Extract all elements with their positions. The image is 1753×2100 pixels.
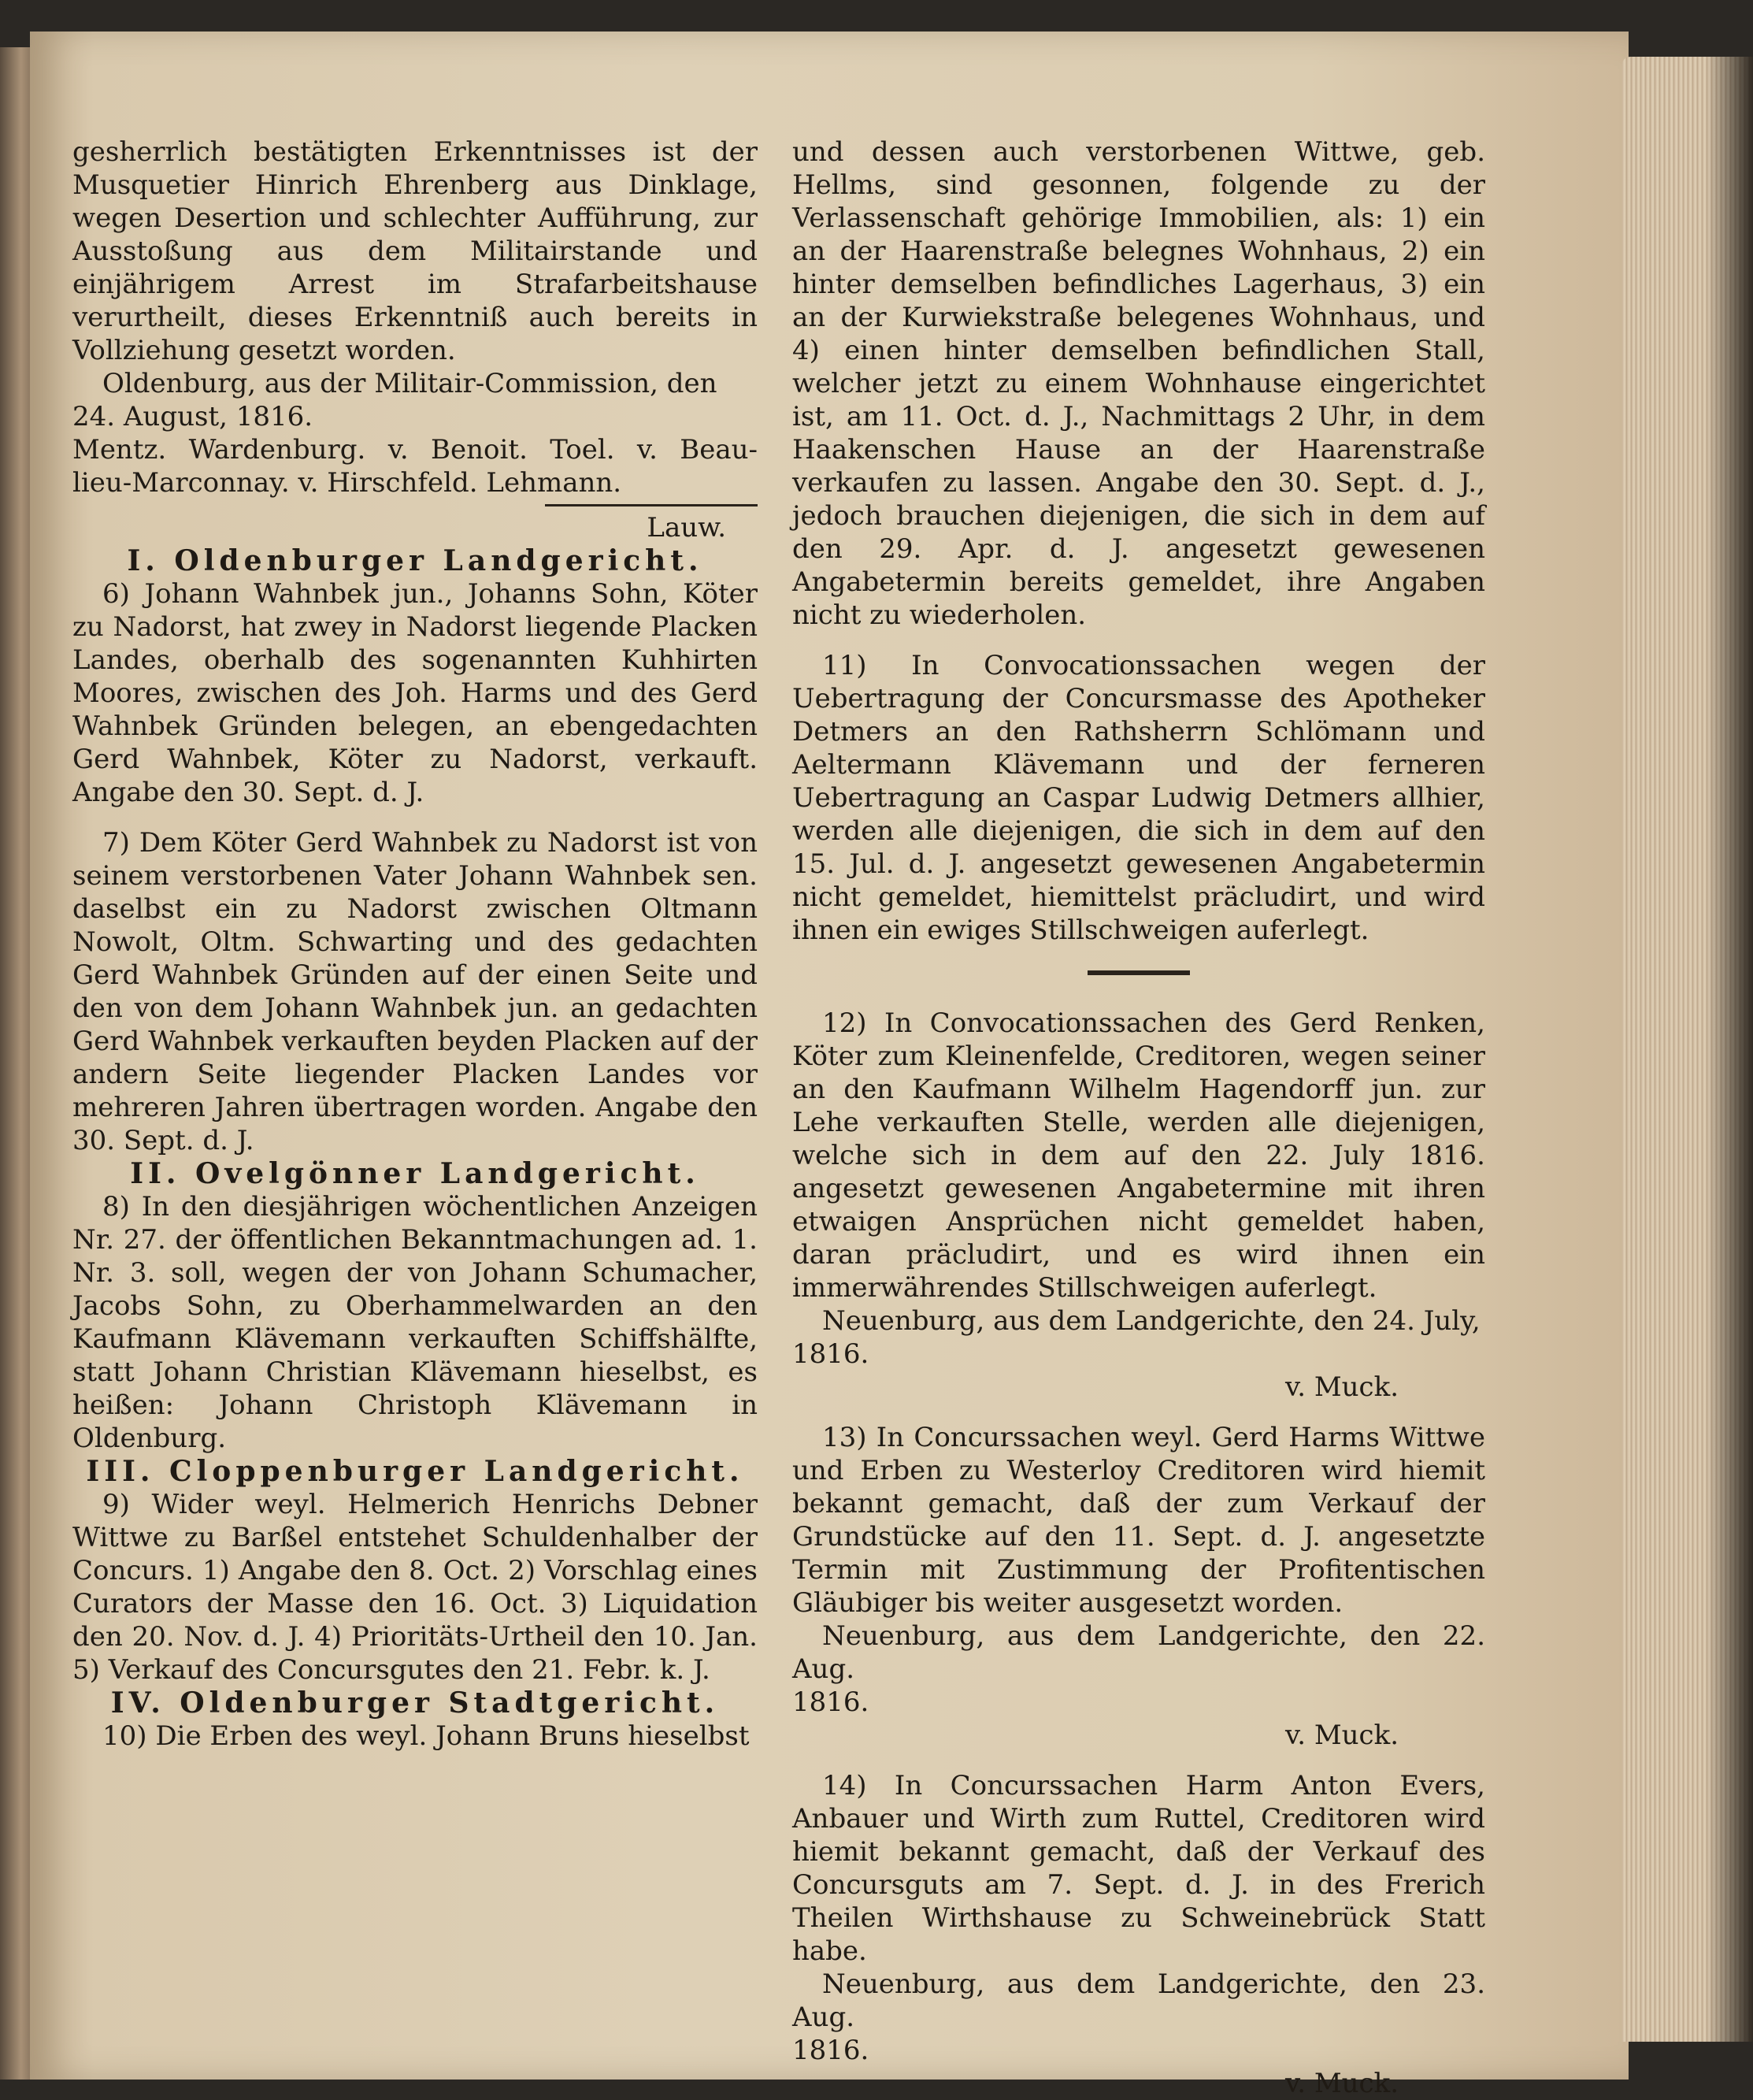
judge-signature: v. Muck. <box>1285 1371 1399 1403</box>
date-line: Neuenburg, aus dem Landgerichte, den 22. Aug. <box>792 1620 1485 1685</box>
signers-line: lieu-Marconnay. v. Hirschfeld. Lehmann. <box>72 467 622 499</box>
date-line-year: 1816. <box>792 1338 869 1370</box>
section-heading: III. Cloppenburger Landgericht. <box>86 1455 744 1488</box>
spacer <box>792 1404 1485 1421</box>
right-column <box>792 135 1485 2100</box>
section-heading: I. Oldenburger Landgericht. <box>127 544 703 577</box>
date-line-year: 1816. <box>792 2035 869 2066</box>
spacer <box>792 632 1485 649</box>
paragraph-9: 9) Wider weyl. Helmerich Henrichs Debner Wittwe zu Barßel entstehet Schuldenhalber der Concurs. 1) Angabe den 8. Oct. 2) Vorschlag eines Curators der Masse den 16. Oct. 3) Liquidation den 20. Nov. d. J. 4) Prioritäts-Urtheil den 10. Jan. 5) Verkauf des Concursgutes den 21. Febr. k. J. <box>72 1489 758 1686</box>
signer-final: Lauw. <box>647 512 726 544</box>
date-line: Oldenburg, aus der Militair-Commission, den <box>102 368 717 399</box>
paragraph-7: 7) Dem Köter Gerd Wahnbek zu Nadorst ist von seinem verstorbenen Vater Johann Wahnbek sen. daselbst ein zu Nadorst zwischen Oltmann Nowolt, Oltm. Schwarting und des gedachten Gerd Wahnbek Gründen auf der einen Seite und den von dem Johann Wahnbek jun. an gedachten Gerd Wahnbek verkauften beyden Placken auf der andern Seite liegender Placken Landes vor mehreren Jahren übertragen worden. Angabe den 30. Sept. d. J. <box>72 827 758 1156</box>
spacer <box>72 809 758 826</box>
date-line: Neuenburg, aus dem Landgerichte, den 23. Aug. <box>792 1968 1485 2033</box>
paragraph-11: 11) In Convocationssachen wegen der Uebertragung der Concursmasse des Apotheker Detmers an den Rathsherrn Schlömann und Aeltermann Klävemann und der ferneren Uebertragung an Caspar Ludwig Detmers allhier, werden alle diejenigen, die sich in dem auf den 15. Jul. d. J. angesetzt gewesenen Angabetermin nicht gemeldet, hiemittelst präcludirt, und wird ihnen ein ewiges Stillschweigen auferlegt. <box>792 650 1485 946</box>
signers-line: Mentz. Wardenburg. v. Benoit. Toel. v. Beau- <box>72 434 758 466</box>
judge-signature: v. Muck. <box>1285 1720 1399 1751</box>
paragraph-intro: gesherrlich bestätigten Erkenntnisses ist der Musquetier Hinrich Ehrenberg aus Dinklage, wegen Desertion und schlechter Aufführung, zur Ausstoßung aus dem Militairstande und einjährigem Arrest im Strafarbeitshause verurtheilt, dieses Erkenntniß auch bereits in Vollziehung gesetzt worden. <box>72 136 758 366</box>
section-heading: II. Ovelgönner Landgericht. <box>130 1157 700 1190</box>
spacer <box>792 1752 1485 1769</box>
paragraph-12: 12) In Convocationssachen des Gerd Renken, Köter zum Kleinenfelde, Creditoren, wegen seiner an den Kaufmann Wilhelm Hagendorff jun. zur Lehe verkauften Stelle, werden alle diejenigen, welche sich in dem auf den 22. July 1816. angesetzt gewesenen Angabetermine mit ihren etwaigen Ansprüchen nicht gemeldet haben, daran präcludirt, und es wird ihnen ein immerwährendes Stillschweigen auferlegt. <box>792 1007 1485 1304</box>
section-divider <box>1088 970 1190 975</box>
paragraph-13: 13) In Concurssachen weyl. Gerd Harms Wittwe und Erben zu Westerloy Creditoren wird hiemit bekannt gemacht, daß der zum Verkauf der Grundstücke auf den 11. Sept. d. J. angesetzte Termin mit Zustimmung der Profitentischen Gläubiger bis weiter ausgesetzt worden. <box>792 1422 1485 1619</box>
left-column <box>72 135 758 1753</box>
section-heading: IV. Oldenburger Stadtgericht. <box>110 1686 720 1720</box>
date-line-year: 24. August, 1816. <box>72 401 313 432</box>
paragraph-8: 8) In den diesjährigen wöchentlichen Anzeigen Nr. 27. der öffentlichen Bekanntmachungen ad. 1. Nr. 3. soll, wegen der von Johann Schumacher, Jacobs Sohn, zu Oberhammelwarden an den Kaufmann Klävemann verkauften Schiffshälfte, statt Johann Christian Klävemann hieselbst, es heißen: Johann Christoph Klävemann in Oldenburg. <box>72 1191 758 1454</box>
paragraph-10-continued: und dessen auch verstorbenen Wittwe, geb. Hellms, sind gesonnen, folgende zu der Verlassenschaft gehörige Immobilien, als: 1) ein an der Haarenstraße belegnes Wohnhaus, 2) ein hinter demselben befindliches Lagerhaus, 3) ein an der Kurwiekstraße belegenes Wohnhaus, und 4) einen hinter demselben befindlichen Stall, welcher jetzt zu einem Wohnhause eingerichtet ist, am 11. Oct. d. J., Nachmittags 2 Uhr, in dem Haakenschen Hause an der Haarenstraße verkaufen zu lassen. Angabe den 30. Sept. d. J., jedoch brauchen diejenigen, die sich in dem auf den 29. Apr. d. J. angesetzt gewesenen Angabetermin bereits gemeldet, ihre Angaben nicht zu wiederholen. <box>792 136 1485 631</box>
signature-rule <box>545 504 758 506</box>
left-page-edge <box>0 47 30 2080</box>
judge-signature: v. Muck. <box>1285 2068 1399 2099</box>
paragraph-10-start: 10) Die Erben des weyl. Johann Bruns hieselbst <box>102 1720 750 1752</box>
date-line: Neuenburg, aus dem Landgerichte, den 24. July, <box>822 1305 1481 1337</box>
date-line-year: 1816. <box>792 1686 869 1718</box>
paragraph-6: 6) Johann Wahnbek jun., Johanns Sohn, Köter zu Nadorst, hat zwey in Nadorst liegende Placken Landes, oberhalb des sogenannten Kuhhirten Moores, zwischen des Joh. Harms und des Gerd Wahnbek Gründen belegen, an ebengedachten Gerd Wahnbek, Köter zu Nadorst, verkauft. Angabe den 30. Sept. d. J. <box>72 578 758 808</box>
book-fore-edge <box>1622 57 1753 2042</box>
paragraph-14: 14) In Concurssachen Harm Anton Evers, Anbauer und Wirth zum Ruttel, Creditoren wird hiemit bekannt gemacht, daß der Verkauf des Concursguts am 7. Sept. d. J. in des Frerich Theilen Wirthshause zu Schweinebrück Statt habe. <box>792 1770 1485 1967</box>
